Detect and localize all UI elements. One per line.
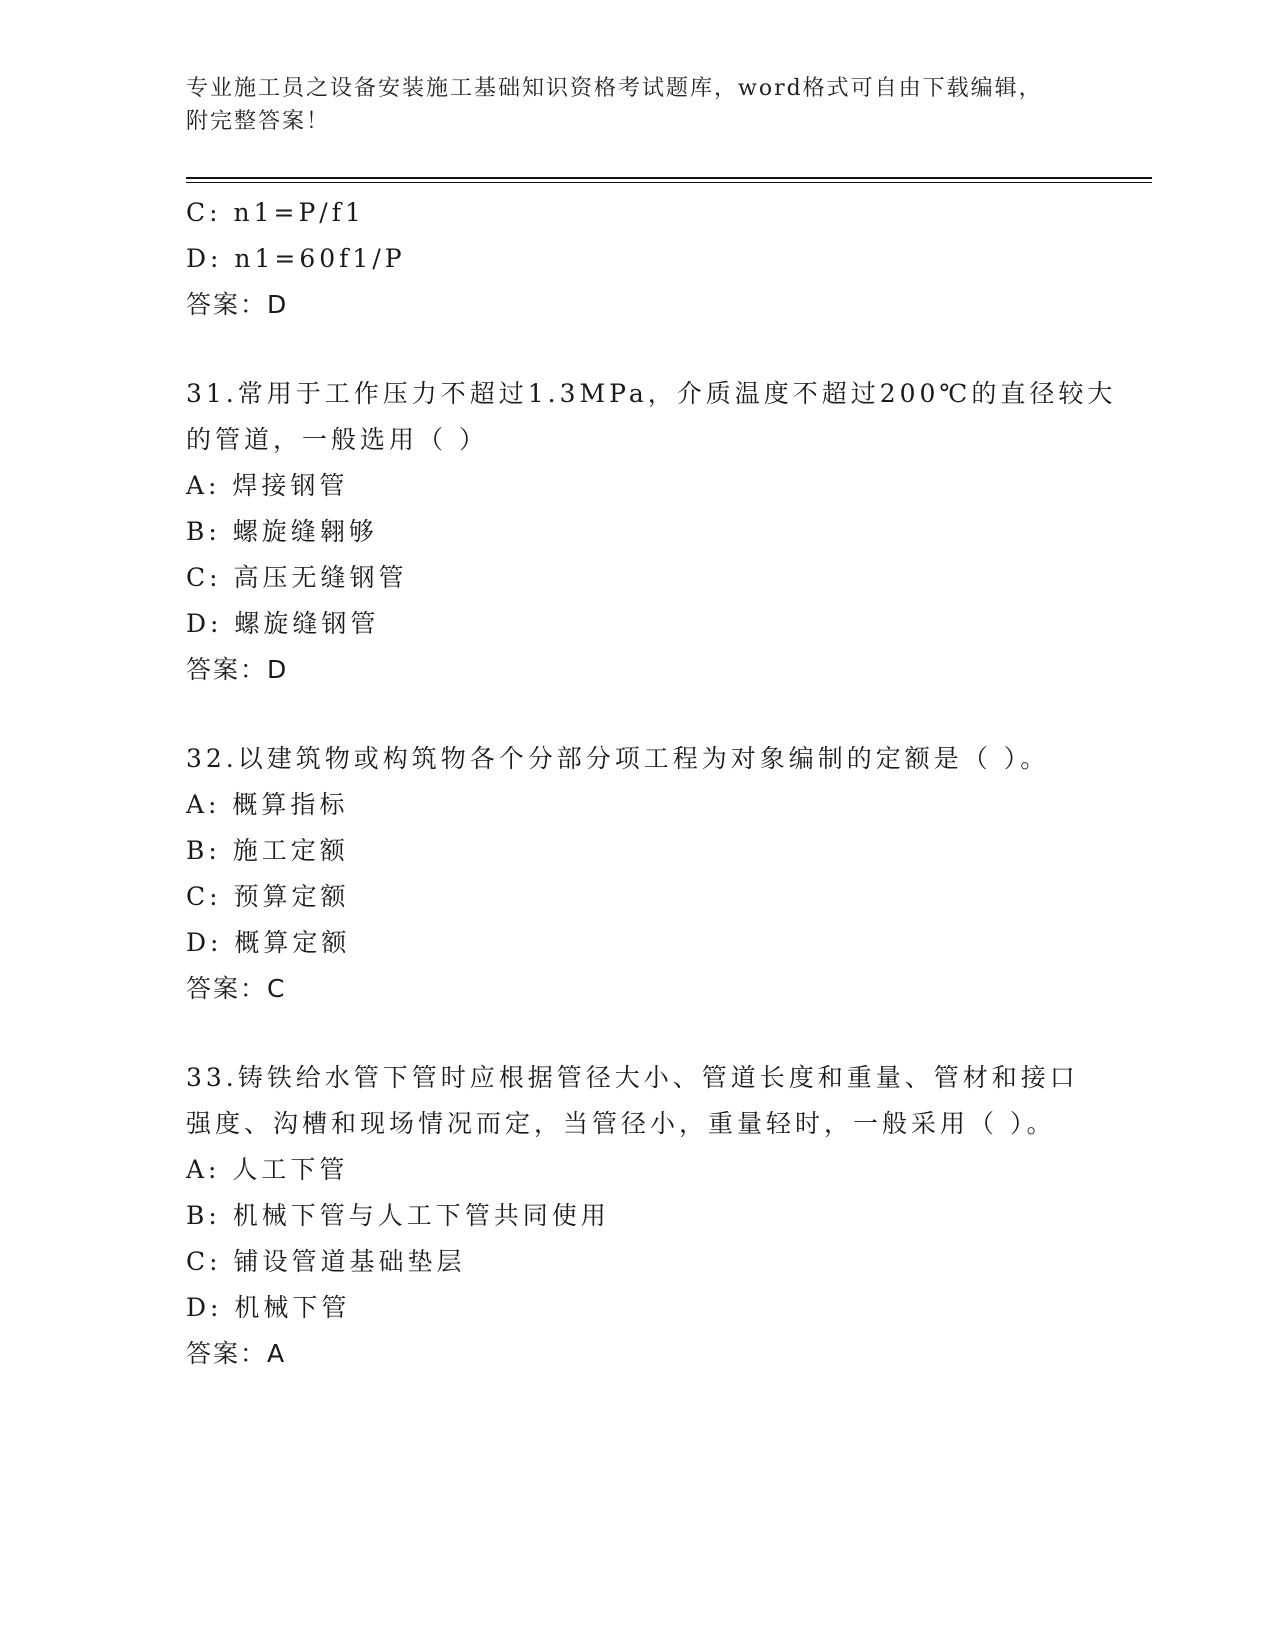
option-c: C: 高压无缝钢管 [186, 563, 408, 592]
option-d: D: 螺旋缝钢管 [186, 609, 380, 638]
option-b: B: 机械下管与人工下管共同使用 [186, 1201, 610, 1230]
option-d: D: 概算定额 [186, 928, 351, 957]
spacer [186, 328, 1086, 371]
question-text: 32.以建筑物或构筑物各个分部分项工程为对象编制的定额是（ ）。 [186, 744, 1050, 773]
option-c: C: n1=P/f1 [186, 198, 365, 227]
answer-line: 答案：D [186, 655, 289, 684]
document-body [186, 190, 1117, 1377]
question-text: 33.铸铁给水管下管时应根据管径大小、管道长度和重量、管材和接口 [186, 1063, 1079, 1092]
spacer [186, 693, 1086, 736]
option-c: C: 铺设管道基础垫层 [186, 1247, 466, 1276]
question-block-continued [186, 190, 1086, 328]
answer-line: 答案：C [186, 974, 287, 1003]
question-text: 的管道，一般选用（ ） [186, 425, 488, 454]
header-line: 专业施工员之设备安装施工基础知识资格考试题库，word格式可自由下载编辑， [186, 76, 1043, 101]
option-a: A: 概算指标 [186, 790, 349, 819]
header-rule-thin [186, 182, 1152, 183]
header-line: 附完整答案！ [186, 109, 331, 134]
option-d: D: 机械下管 [186, 1293, 351, 1322]
option-b: B: 施工定额 [186, 836, 349, 865]
question-text: 31.常用于工作压力不超过1.3MPa，介质温度不超过200℃的直径较大 [186, 379, 1117, 408]
header-rule [186, 177, 1152, 179]
spacer [186, 1012, 1086, 1055]
document-header [186, 72, 1066, 138]
question-block-31 [186, 371, 1117, 693]
answer-line: 答案：D [186, 290, 289, 319]
option-a: A: 人工下管 [186, 1155, 349, 1184]
option-c: C: 预算定额 [186, 882, 350, 911]
answer-line: 答案：A [186, 1339, 287, 1368]
option-a: A: 焊接钢管 [186, 471, 349, 500]
option-d: D: n1=60f1/P [186, 244, 406, 273]
option-b: B: 螺旋缝翱够 [186, 517, 378, 546]
question-block-33 [186, 1055, 1086, 1377]
question-block-32 [186, 736, 1086, 1012]
question-text: 强度、沟槽和现场情况而定，当管径小，重量轻时，一般采用（ ）。 [186, 1109, 1056, 1138]
